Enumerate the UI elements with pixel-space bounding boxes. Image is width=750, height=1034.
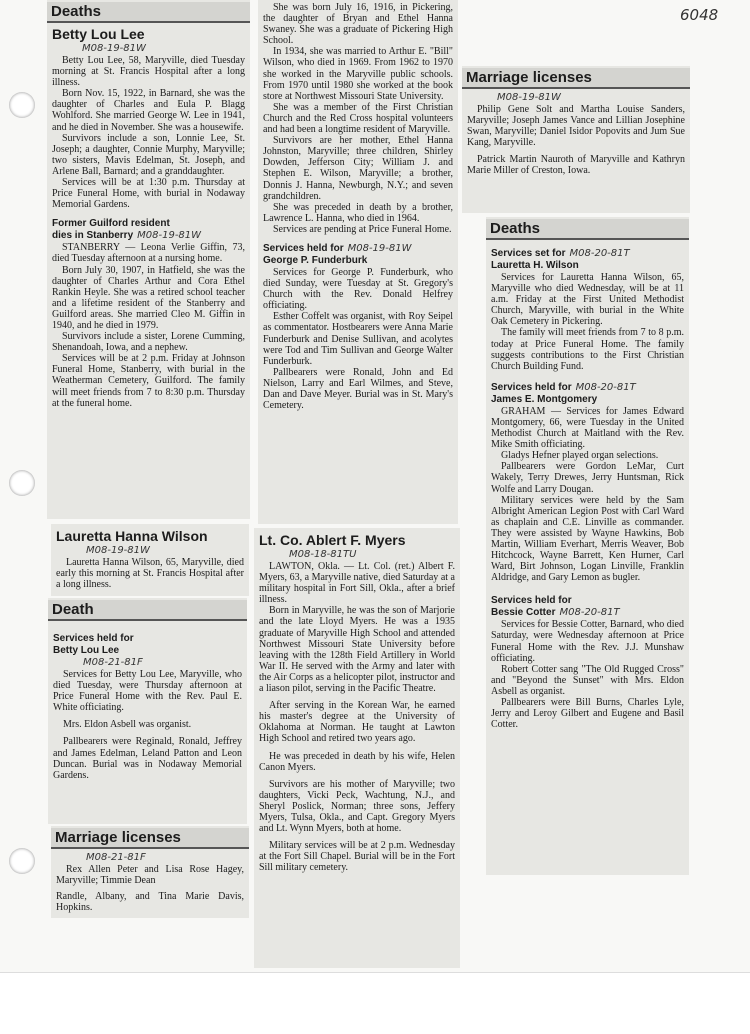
paragraph: Esther Coffelt was organist, with Roy Seipel as commentator. Hostbearers were Anna Marie Funderburk and Denise Sullivan, and acolytes were Tod and Tim Sullivan and George Walter Funderburk. xyxy=(263,311,453,367)
section-heading: Deaths xyxy=(47,2,250,23)
paragraph: Patrick Martin Nauroth of Maryville and Kathryn Marie Miller of Creston, Iowa. xyxy=(467,154,685,177)
paragraph: Gladys Hefner played organ selections. xyxy=(501,450,659,462)
subheading: James E. Montgomery xyxy=(491,393,598,405)
clipping-marriage-licenses-2 xyxy=(462,66,690,213)
paragraph: GRAHAM — Services for James Edward Montgomery, 66, were Tuesday in the United Methodist Church at Maitland with the Rev. Mike Smith officiating. xyxy=(491,405,684,451)
paragraph: Services will be at 2 p.m. Friday at Johnson Funeral Home, Stanberry, with burial in the Weatherman Cemetery, Guilford. The family will meet friends from 7 to 8:30 p.m. Thursday at the funeral home. xyxy=(52,353,245,409)
paragraph: She was preceded in death by a brother, Lawrence L. Hanna, who died in 1964. xyxy=(263,201,453,224)
paragraph: Philip Gene Solt and Martha Louise Sanders, Maryville; Joseph James Vance and Lillian Josephine Swan, Maryville; Daniel Isidor Popovits and Jum Sue Kang, Maryville. xyxy=(467,104,685,149)
section-heading: Death xyxy=(48,600,247,621)
paragraph: Pallbearers were Reginald, Ronald, Jeffrey and James Edelman, Leland Patton and Leon Duncan. Burial was in Nodaway Memorial Gardens. xyxy=(53,736,242,781)
handwritten-date: M08-20-81T xyxy=(569,248,630,259)
clipping-betty-lou-lee xyxy=(47,0,250,519)
clipping-wilson-funderburk xyxy=(258,0,458,524)
handwritten-date: M08-19-81W xyxy=(347,242,412,254)
subheading-text: Services set for xyxy=(491,248,566,259)
paragraph: Pallbearers were Ronald, John and Ed Nielson, Larry and Earl Wilmes, and Steve, Dan and Dave Meyer. Burial was in St. Mary's Cemetery. xyxy=(263,366,453,412)
page-bottom-margin xyxy=(0,972,750,1034)
paragraph: He was preceded in death by his wife, Helen Canon Myers. xyxy=(259,750,455,773)
paragraph: The family will meet friends from 7 to 8 p.m. today at Price Funeral Home. The family suggests contributions to the First Christian Church Building Fund. xyxy=(491,327,684,372)
paragraph: Services for Betty Lou Lee, Maryville, who died Tuesday, were Thursday afternoon at Price Funeral Home with the Rev. Paul E. White officiating. xyxy=(53,669,242,714)
subheading: Services held for xyxy=(491,595,572,607)
paragraph: Betty Lou Lee, 58, Maryville, died Tuesday morning at St. Francis Hospital after a long illness. xyxy=(52,55,245,89)
handwritten-date: M08-19-81W xyxy=(86,545,150,556)
handwritten-date: M08-20-81T xyxy=(559,607,620,619)
section-heading: Marriage licenses xyxy=(51,828,249,849)
paragraph: Survivors are her mother, Ethel Hanna Johnston, Maryville; three children, Shirley Dowden, Jefferson City; William J. and Stephen E. Wilson, Maryville; a brother, Donnis J. Hanna, Newburgh, N.Y.; and seven grandchildren. xyxy=(263,135,453,202)
paragraph: Mrs. Eldon Asbell was organist. xyxy=(63,719,192,731)
subheading-text: dies in Stanberry xyxy=(52,230,134,242)
subheading: Services held for xyxy=(53,633,134,644)
subheading xyxy=(491,607,684,619)
obituary-name: Lt. Co. Ablert F. Myers xyxy=(259,532,406,548)
clipping-lauretta-wilson xyxy=(51,524,249,596)
paragraph: Lauretta Hanna Wilson, 65, Maryville, died early this morning at St. Francis Hospital after a long illness. xyxy=(56,557,244,591)
paragraph: She was born July 16, 1916, in Pickering, the daughter of Bryan and Ethel Hanna Swaney. She was a graduate of Pickering High School. xyxy=(263,2,453,47)
handwritten-date: M08-19-81W xyxy=(497,92,561,103)
subheading xyxy=(263,243,453,255)
clipping-albert-myers xyxy=(254,528,460,968)
paragraph: Services for George P. Funderburk, who died Sunday, were Tuesday at St. Gregory's Church with the Rev. Donald Helfrey officiating. xyxy=(263,266,453,312)
page-number: 6048 xyxy=(680,6,719,24)
subheading: George P. Funderburk xyxy=(263,254,368,266)
subheading xyxy=(52,230,245,242)
handwritten-date: M08-19-81W xyxy=(137,230,202,242)
handwritten-date: M08-20-81T xyxy=(575,381,636,393)
paragraph: Born Nov. 15, 1922, in Barnard, she was the daughter of Charles and Eula P. Blagg Wohlford. She married George W. Lee in 1941, and he died in November. She was a housewife. xyxy=(52,88,245,133)
paragraph: Military services will be at 2 p.m. Wednesday at the Fort Sill Chapel. Burial will be in the Fort Sill military cemetery. xyxy=(259,840,455,874)
paragraph: Pallbearers were Bill Burns, Charles Lyle, Jerry and Leroy Gilbert and Eugene and Basil Cotter. xyxy=(491,697,684,731)
paragraph: STANBERRY — Leona Verlie Giffin, 73, died Tuesday afternoon at a nursing home. xyxy=(52,242,245,265)
paragraph: Robert Cotter sang "The Old Rugged Cross" and "Beyond the Sunset" with Mrs. Eldon Asbell as organist. xyxy=(491,663,684,697)
subheading: Lauretta H. Wilson xyxy=(491,260,579,271)
clipping-deaths-col3 xyxy=(486,217,689,875)
handwritten-date: M08-21-81F xyxy=(83,657,143,668)
binder-hole xyxy=(9,92,35,118)
paragraph: After serving in the Korean War, he earned his master's degree at the University of Oklahoma at Norman. He taught at Lawton High School and retired two years ago. xyxy=(259,700,455,745)
paragraph: Survivors include a son, Lonnie Lee, St. Joseph; a daughter, Connie Murphy, Maryville; two sisters, Mavis Edelman, St. Joseph, and Arlene Ball, Barnard; and a granddaughter. xyxy=(52,132,245,177)
paragraph: Born in Maryville, he was the son of Marjorie and the late Lloyd Myers. He was a 1935 graduate of Maryville High School and attended Northwest Missouri State University before leaving with the 128th Field Artillery in World War II. He served with the Army and later with the Air Corps as a helicopter pilot, instructor and a liason pilot, serving in the Pacific Theatre. xyxy=(259,605,455,695)
paragraph: She was a member of the First Christian Church and the Red Cross hospital volunteers and had been a longtime resident of Maryville. xyxy=(263,101,453,136)
paragraph: Rex Allen Peter and Lisa Rose Hagey, Maryville; Timmie Dean xyxy=(56,864,244,887)
subheading-text: Bessie Cotter xyxy=(491,607,556,619)
handwritten-date: M08-19-81W xyxy=(82,43,146,54)
obituary-name: Lauretta Hanna Wilson xyxy=(56,528,208,544)
clipping-death-betty-lee xyxy=(48,598,247,824)
paragraph: Pallbearers were Gordon LeMar, Curt Wakely, Terry Drewes, Jerry Huntsman, Rick Wolfe and Larry Dougan. xyxy=(491,461,684,495)
subheading xyxy=(491,248,684,260)
paragraph: Born July 30, 1907, in Hatfield, she was the daughter of Charles Arthur and Cora Ethel Rankin Heyle. She was a retired school teacher and a lifetime resident of the Stanberry and Guilford areas. She married Cleo M. Giffin in 1940, and he died in 1979. xyxy=(52,264,245,331)
binder-hole xyxy=(9,848,35,874)
paragraph: Services will be at 1:30 p.m. Thursday at Price Funeral Home, with burial in Nodaway Memorial Gardens. xyxy=(52,177,245,211)
subheading: Betty Lou Lee xyxy=(53,645,120,656)
clipping-marriage-licenses xyxy=(51,826,249,918)
paragraph: Military services were held by the Sam Albright American Legion Post with Carl Ward as chaplain and C.E. Linville as commander. They were assisted by Wayne Hawkins, Bob Martin, William Everhart, Merris Weaver, Bob Hitchcock, Wayne Barrett, Ken Hurner, Carl Ward, Birt Johnson, Logan Linville, Franklin Aldridge, and Gary Lemon as bugler. xyxy=(491,494,684,584)
paragraph: LAWTON, Okla. — Lt. Col. (ret.) Albert F. Myers, 63, a Maryville native, died Saturday at a military hospital in Fort Sill, Okla., after a brief illness. xyxy=(259,561,455,606)
paragraph: Randle, Albany, and Tina Marie Davis, Hopkins. xyxy=(56,891,244,914)
section-heading: Marriage licenses xyxy=(462,68,690,89)
subheading: Former Guilford resident xyxy=(52,218,170,230)
subheading-text: Services held for xyxy=(491,381,572,393)
handwritten-date: M08-21-81F xyxy=(86,852,146,863)
paragraph: Services are pending at Price Funeral Home. xyxy=(273,223,452,235)
paragraph: In 1934, she was married to Arthur E. "Bill" Wilson, who died in 1969. From 1962 to 1970 she worked in the Maryville public schools. From 1970 until 1980 she worked at the book store at Northwest Missouri State University. xyxy=(263,46,453,102)
paragraph: Survivors include a sister, Lorene Cumming, Shenandoah, Iowa, and a nephew. xyxy=(52,331,245,354)
paragraph: Services for Bessie Cotter, Barnard, who died Saturday, were Wednesday afternoon at Price Funeral Home with the Rev. J.J. Munshaw officiating. xyxy=(491,619,684,664)
obituary-name: Betty Lou Lee xyxy=(52,26,145,42)
paragraph: Services for Lauretta Hanna Wilson, 65, Maryville who died Wednesday, will be at 11 a.m. Friday at the First United Methodist Church, Maryville, with burial in the White Oak Cemetery in Pickering. xyxy=(491,272,684,328)
subheading xyxy=(491,382,684,394)
subheading-text: Services held for xyxy=(263,242,344,254)
handwritten-date: M08-18-81TU xyxy=(289,549,357,560)
section-heading: Deaths xyxy=(486,219,689,240)
paragraph: Survivors are his mother of Maryville; two daughters, Vicki Peck, Wachtung, N.J., and Sheryl Poslick, Norman; three sons, Jeffery Myers, Tulsa, Okla., and Capt. Gregory Myers and Lt. Wynn Myers, both at home. xyxy=(259,778,455,835)
binder-hole xyxy=(9,470,35,496)
